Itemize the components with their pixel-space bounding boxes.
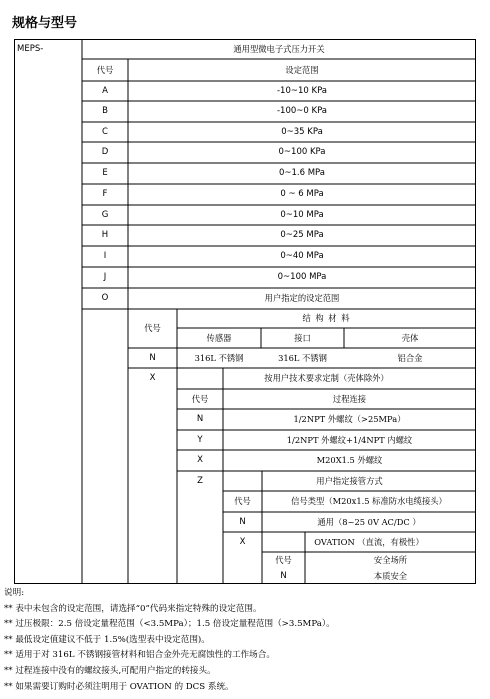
signal-value: 通用（8~25 0V AC/DC ） <box>317 516 421 527</box>
range-code: C <box>102 126 108 137</box>
connection-value: 1/2NPT 外螺纹（>25MPa） <box>293 414 406 425</box>
range-code: D <box>101 147 109 158</box>
spec-table <box>14 39 476 584</box>
material-col-housing: 壳体 <box>401 332 419 343</box>
range-code: J <box>103 272 107 283</box>
material-code: X <box>149 373 156 384</box>
material-sensor-value: 316L 不锈钢 <box>194 352 244 363</box>
range-code: E <box>102 168 108 179</box>
range-value: 用户指定的设定范围 <box>264 293 340 304</box>
safety-value: 本质安全 <box>373 570 408 581</box>
signal-title: 信号类型（M20x1.5 标准防水电缆接头） <box>291 496 447 507</box>
range-code: H <box>101 230 109 241</box>
connection-code: N <box>196 414 204 425</box>
range-code: A <box>102 85 108 96</box>
note-item: ** 适用于对 316L 不锈钢接管材料和铝合金外壳无腐蚀性的工作场合。 <box>4 650 275 661</box>
range-value: 0~35 KPa <box>281 126 323 137</box>
notes-heading: 说明: <box>4 588 25 598</box>
connection-title: 过程连接 <box>332 393 367 404</box>
connection-code: X <box>197 455 203 466</box>
safety-code: N <box>280 570 287 581</box>
connection-code-header: 代号 <box>191 393 209 404</box>
note-item: ** 过压极限：2.5 倍设定量程范围（<3.5MPa）；1.5 倍设定量程范围（>3.5MPa）。 <box>4 619 335 630</box>
material-col-sensor: 传感器 <box>206 332 232 343</box>
range-value: 0 ~ 6 MPa <box>280 189 324 200</box>
material-housing-value: 铝合金 <box>397 352 423 363</box>
page-title: 规格与型号 <box>12 16 78 31</box>
range-value: 0~100 KPa <box>278 147 326 158</box>
notes-section <box>4 586 488 695</box>
connection-value: 1/2NPT 外螺纹+1/4NPT 内螺纹 <box>286 434 413 445</box>
note-item: ** 过程连接中没有的螺纹接头,可配用户指定的转接头。 <box>4 665 216 676</box>
connection-value: M20X1.5 外螺纹 <box>316 455 383 466</box>
range-value: 0~40 MPa <box>280 251 324 262</box>
note-item: ** 最低设定值建议不低于 1.5%(选型表中设定范围)。 <box>4 634 210 645</box>
material-port-value: 316L 不锈钢 <box>278 352 327 363</box>
range-code: B <box>102 106 108 117</box>
range-code-header: 代号 <box>96 64 114 75</box>
connection-value: 用户指定接管方式 <box>316 475 383 486</box>
range-code: O <box>101 293 109 304</box>
signal-code: N <box>239 516 246 527</box>
signal-code: X <box>239 536 246 547</box>
material-col-port: 接口 <box>294 332 311 343</box>
range-code: F <box>102 189 108 200</box>
range-code: G <box>101 209 109 220</box>
range-value: 0~100 MPa <box>277 272 327 283</box>
connection-code: Z <box>197 475 203 486</box>
note-item: ** 如果需要订购时必须注明用于 OVATION 的 DCS 系统。 <box>4 681 234 692</box>
signal-value: OVATION （直流，有极性） <box>314 536 424 547</box>
material-code-header: 代号 <box>144 323 161 334</box>
material-code: N <box>149 352 156 363</box>
model-prefix: MEPS- <box>17 43 44 54</box>
range-value: 0~25 MPa <box>280 230 324 241</box>
signal-code-header: 代号 <box>234 496 251 507</box>
range-header: 设定范围 <box>285 64 319 75</box>
material-custom-value: 按用户技术要求定制（壳体除外） <box>264 373 389 384</box>
product-name: 通用型微电子式压力开关 <box>233 43 325 54</box>
range-value: 0~10 MPa <box>280 209 324 220</box>
range-value: -100~0 KPa <box>276 106 328 117</box>
material-title: 结 构 材 料 <box>302 313 351 324</box>
range-value: -10~10 KPa <box>276 85 328 96</box>
connection-code: Y <box>197 434 203 445</box>
safety-code-header: 代号 <box>275 554 292 565</box>
note-item: ** 表中未包含的设定范围，请选择“0”代码来指定特殊的设定范围。 <box>4 603 262 614</box>
range-code: I <box>103 251 107 262</box>
range-value: 0~1.6 MPa <box>278 168 326 179</box>
safety-title: 安全场所 <box>373 554 408 565</box>
